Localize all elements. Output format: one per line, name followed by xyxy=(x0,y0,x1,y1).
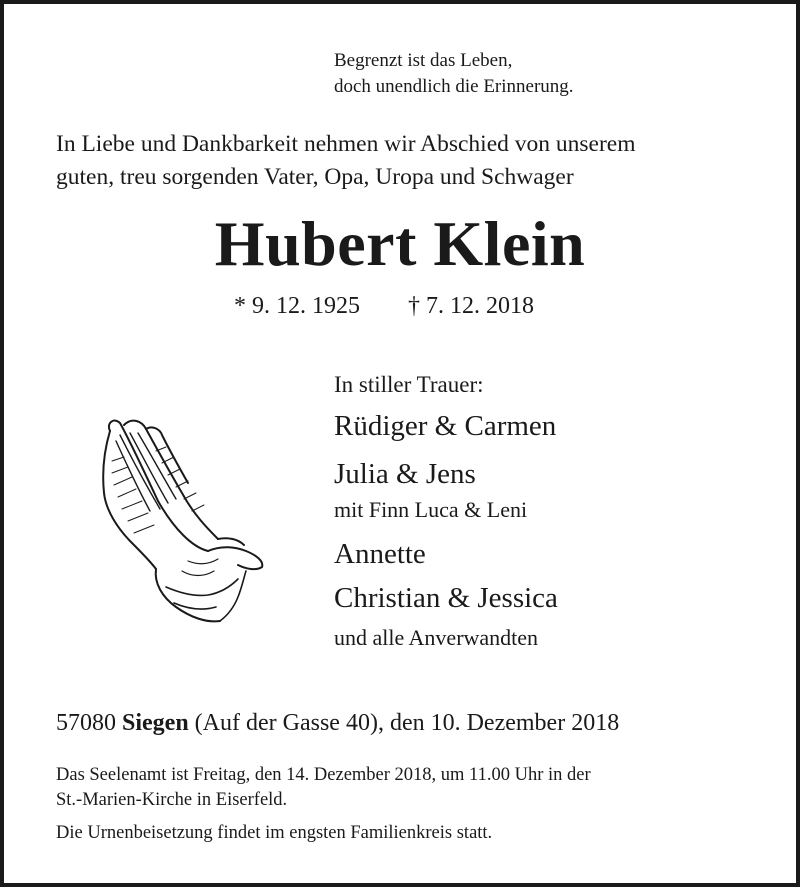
motto-line-2: doch unendlich die Erinnerung. xyxy=(334,76,574,97)
burial-notice: Die Urnenbeisetzung findet im engsten Familienkreis statt. xyxy=(56,823,493,843)
address-line xyxy=(56,707,619,739)
mourner-line-2: Julia & Jens xyxy=(334,458,476,490)
mourner-line-3: mit Finn Luca & Leni xyxy=(334,497,528,522)
intro-text xyxy=(56,128,636,194)
intro-line-1: In Liebe und Dankbarkeit nehmen wir Abschied von unserem xyxy=(56,131,636,157)
motto xyxy=(334,48,574,100)
motto-line-1: Begrenzt ist das Leben, xyxy=(334,50,513,71)
address-zip: 57080 xyxy=(56,710,116,736)
life-dates xyxy=(234,291,534,321)
death-date: † 7. 12. 2018 xyxy=(408,293,534,319)
birth-date: * 9. 12. 1925 xyxy=(234,293,360,319)
service-notice-line-2: St.-Marien-Kirche in Eiserfeld. xyxy=(56,790,288,810)
mourner-line-6: und alle Anverwandten xyxy=(334,625,539,650)
mourner-line-5: Christian & Jessica xyxy=(334,582,558,614)
service-notice-line-1: Das Seelenamt ist Freitag, den 14. Dezember 2018, um 11.00 Uhr in der xyxy=(56,765,591,785)
mourner-line-4: Annette xyxy=(334,538,426,570)
mourners-heading: In stiller Trauer: xyxy=(334,372,484,397)
address-city: Siegen xyxy=(122,710,189,736)
service-notice xyxy=(56,763,591,813)
praying-hands-icon xyxy=(96,411,266,633)
address-street-date: (Auf der Gasse 40), den 10. Dezember 2018 xyxy=(194,710,620,736)
deceased-name: Hubert Klein xyxy=(214,208,586,279)
mourner-line-1: Rüdiger & Carmen xyxy=(334,410,557,442)
intro-line-2: guten, treu sorgenden Vater, Opa, Uropa und Schwager xyxy=(56,164,574,190)
